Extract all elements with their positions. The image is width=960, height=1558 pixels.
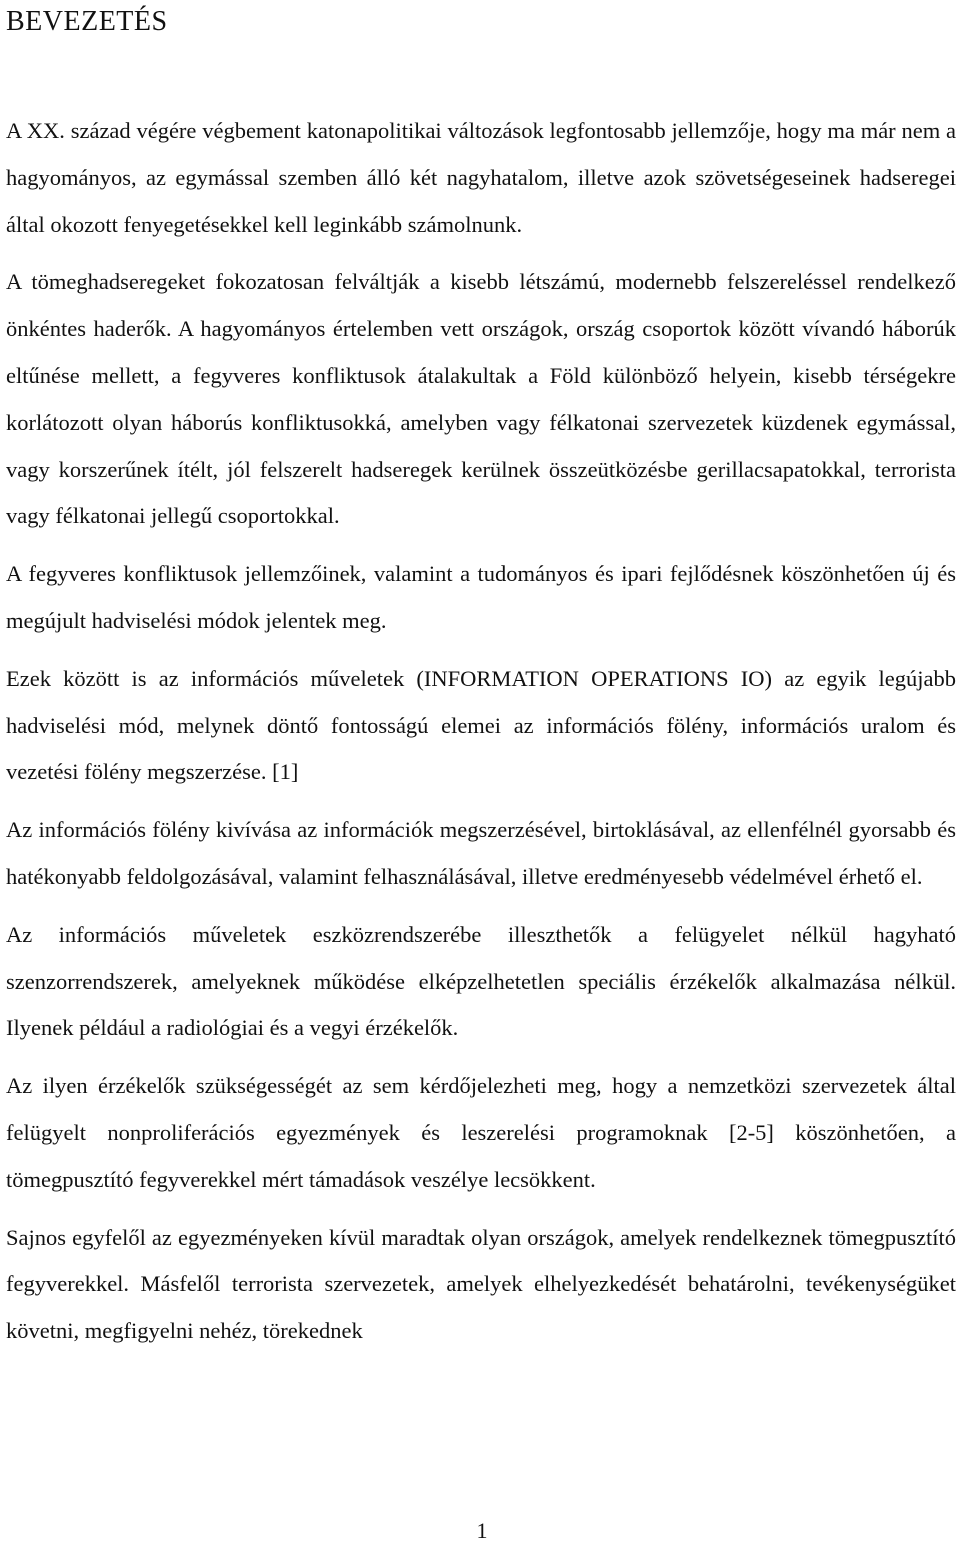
page-number-text: 1 (476, 1518, 488, 1543)
section-heading: BEVEZETÉS (6, 6, 168, 37)
document-body (6, 108, 956, 1355)
paragraph-3: A fegyveres konfliktusok jellemzőinek, valamint a tudományos és ipari fejlődésnek köszönhetően új és megújult hadviselési módok jelentek meg. (6, 561, 956, 633)
paragraph-1: A XX. század végére végbement katonapolitikai változások legfontosabb jellemzője, hogy ma már nem a hagyományos, az egymással szemben álló két nagyhatalom, illetve azok szövetségeseinek hadseregei által okozott fenyegetésekkel kell leginkább számolnunk. (6, 118, 956, 237)
paragraph-5: Az információs fölény kivívása az információk megszerzésével, birtoklásával, az ellenfélnél gyorsabb és hatékonyabb feldolgozásával, valamint felhasználásával, illetve eredményesebb védelmével érhető el. (6, 817, 956, 889)
paragraph-8: Sajnos egyfelől az egyezményeken kívül maradtak olyan országok, amelyek rendelkeznek tömegpusztító fegyverekkel. Másfelől terrorista szervezetek, amelyek elhelyezkedését behatárolni, tevékenységüket követni, megfigyelni nehéz, törekednek (6, 1224, 956, 1344)
paragraph-4: Ezek között is az információs műveletek (INFORMATION OPERATIONS IO) az egyik legújabb hadviselési mód, melynek döntő fontosságú elemei az információs fölény, információs uralom és vezetési fölény megszerzése. [1] (6, 665, 956, 785)
page-number (0, 1516, 960, 1546)
paragraph-6: Az információs műveletek eszközrendszerébe illeszthetők a felügyelet nélkül hagyható szenzorrendszerek, amelyeknek működése elképzelhetetlen speciális érzékelők alkalmazása nélkül. Ilyenek például a radiológiai és a vegyi érzékelők. (6, 921, 956, 1041)
paragraph-2: A tömeghadseregeket fokozatosan felváltják a kisebb létszámú, modernebb felszereléssel rendelkező önkéntes haderők. A hagyományos értelemben vett országok, ország csoportok között vívandó háborúk eltűnése mellett, a fegyveres konfliktusok átalakultak a Föld különböző helyein, kisebb térségekre korlátozott olyan háborús konfliktusokká, amelyben vagy félkatonai szervezetek küzdenek egymással, vagy korszerűnek ítélt, jól felszerelt hadseregek kerülnek összeütközésbe gerillacsapatokkal, terrorista vagy félkatonai jellegű csoportokkal. (6, 269, 956, 529)
paragraph-7: Az ilyen érzékelők szükségességét az sem kérdőjelezheti meg, hogy a nemzetközi szervezetek által felügyelt nonproliferációs egyezmények és leszerelési programoknak [2-5] köszönhetően, a tömegpusztító fegyverekkel mért támadások veszélye lecsökkent. (6, 1073, 956, 1192)
